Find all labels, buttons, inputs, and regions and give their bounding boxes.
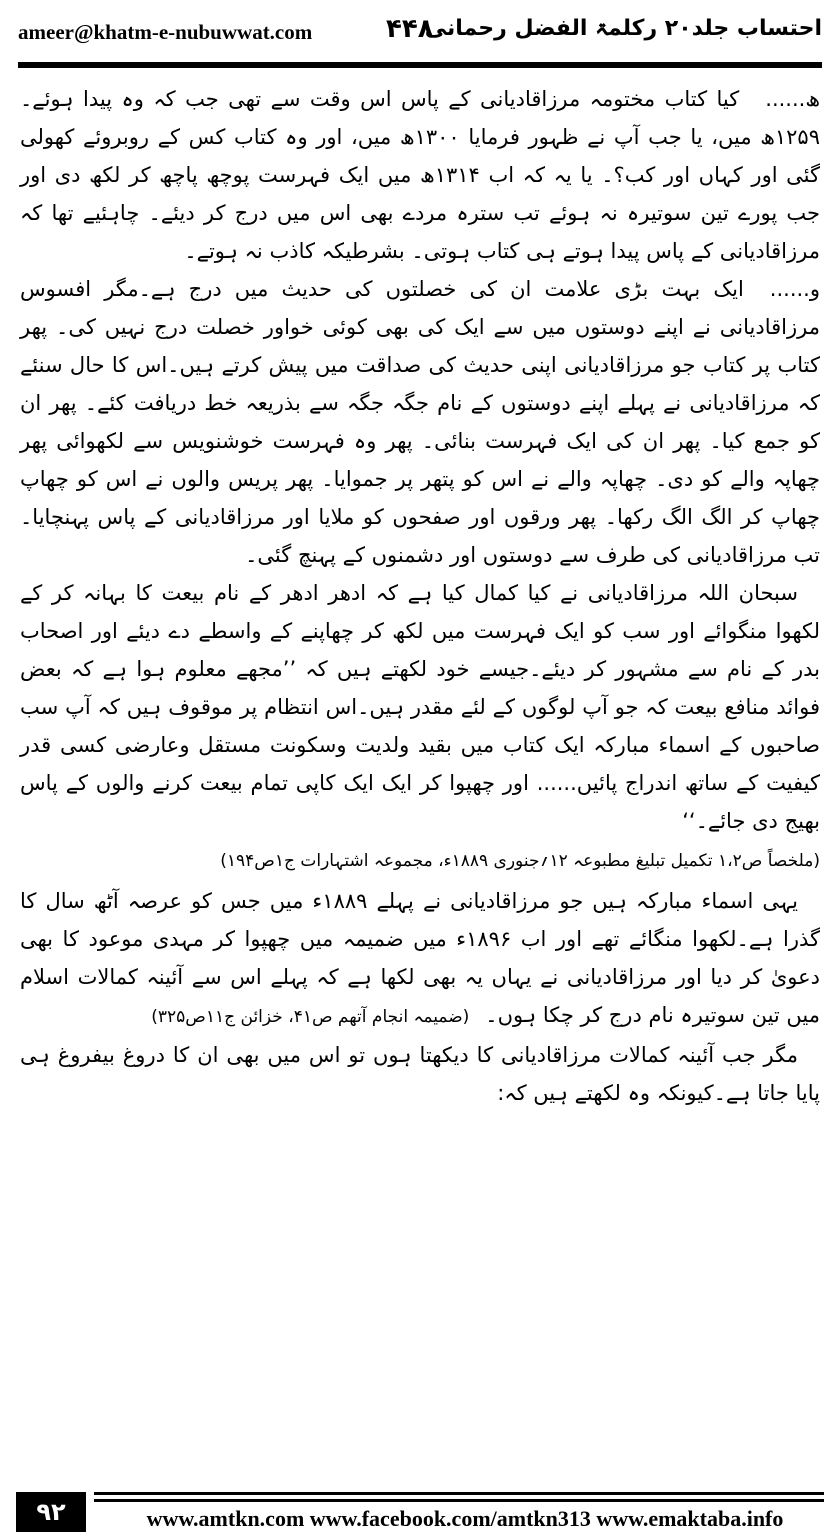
footer-websites: www.amtkn.com www.facebook.com/amtkn313 www.emaktaba.info (146, 1506, 784, 1531)
header-rule (18, 62, 822, 68)
paragraph-3: سبحان اللہ مرزاقادیانی نے کیا کمال کیا ہے کہ ادھر ادھر کے نام بیعت کا بہانہ کر کے لکھوا منگوائے اور سب کو ایک فہرست میں لکھ کر چھاپنے کے واسطے دے دیئے اور اصحاب بدر کے نام سے مشہور کر دیئے۔جیسے خود لکھتے ہیں کہ ’’مجھے معلوم ہوا ہے کہ بعض فوائد منافع بیعت کہ جو آپ لوگوں کے لئے مقدر ہیں۔اس انتظام پر موقوف ہیں کہ آپ سب صاحبوں کے اسماء مبارکہ ایک کتاب میں بقید ولدیت وسکونت مستقل وعارضی کسی قدر کیفیت کے ساتھ اندراج پائیں...... اور چھپوا کر ایک ایک کاپی تمام بیعت کرنے والوں کے پاس بھیج دی جائے۔‘‘ (20, 581, 820, 833)
paragraph-4 (20, 882, 820, 1036)
header-book-title: احتساب جلد۲۰ رکلمۃ الفضل رحمانی (424, 16, 822, 41)
page-header (18, 14, 822, 54)
footer-rule (94, 1499, 824, 1502)
page-body (20, 80, 820, 1112)
citation-2: (ضمیمہ انجام آتھم ص۴۱، خزائن ج۱۱ص۳۲۵) (151, 1007, 470, 1027)
paragraph-text: یہی اسماء مبارکہ ہیں جو مرزاقادیانی نے پہلے ۱۸۸۹ء میں جس کو عرصہ آٹھ سال کا گذرا ہے۔لکھوا منگائے تھے اور اب ۱۸۹۶ء میں ضمیمہ میں چھپوا کر مہدی موعود کا بھی دعویٰ کر دیا اور مرزاقادیانی نے یہاں یہ بھی لکھا ہے کہ پہلے اس سے آئینہ کمالات اسلام میں تین سوتیرہ نام درج کر چکا ہوں۔ (20, 889, 820, 1027)
footer-rule (94, 1492, 824, 1495)
footer-page-box: ۹۲ (16, 1492, 86, 1532)
paragraph-marker: ھ...... (765, 87, 820, 111)
page-footer (16, 1492, 824, 1532)
paragraph-marker: و...... (769, 277, 820, 301)
citation-1: (ملخصاً ص۱،۲ تکمیل تبلیغ مطبوعہ ۱۲؍جنوری ۱۸۸۹ء، مجموعہ اشتہارات ج۱ص۱۹۴) (220, 851, 820, 871)
paragraph-1 (20, 80, 820, 270)
paragraph-5: مگر جب آئینہ کمالات مرزاقادیانی کا دیکھتا ہوں تو اس میں بھی ان کا دروغ بیفروغ ہی پایا جاتا ہے۔کیونکہ وہ لکھتے ہیں کہ: (20, 1043, 820, 1105)
paragraph-text: ایک بہت بڑی علامت ان کی خصلتوں کی حدیث میں درج ہے۔مگر افسوس مرزاقادیانی نے اپنے دوستوں میں سے ایک کی بھی کوئی خواور خصلت درج نہیں کی۔ پھر کتاب پر کتاب جو مرزاقادیانی اپنی حدیث کی صداقت میں پیش کرتے ہیں۔اس کا حال سنئے کہ مرزاقادیانی نے پہلے اپنے دوستوں کے نام جگہ جگہ سے بذریعہ خط دریافت کئے۔ پھر ان کو جمع کیا۔ پھر ان کی ایک فہرست بنائی۔ پھر وہ فہرست خوشنویس سے لکھوائی پھر چھاپہ والے کو دی۔ چھاپہ والے نے اس کو پتھر پر جموایا۔ پھر پریس والوں نے اس کو چھاپ چھاپ کر الگ الگ رکھا۔ پھر ورقوں اور صفحوں کو ملایا اور مرزاقادیانی کے پاس پہنچایا۔ تب مرزاقادیانی کی طرف سے دوستوں اور دشمنوں کے پہنچ گئی۔ (20, 277, 820, 567)
header-email: ameer@khatm-e-nubuwwat.com (18, 20, 313, 44)
header-page-number: ۴۴۸ (386, 14, 434, 44)
paragraph-2 (20, 270, 820, 574)
paragraph-text: کیا کتاب مختومہ مرزاقادیانی کے پاس اس وقت سے تھی جب کہ وہ پیدا ہوئے۔۱۲۵۹ھ میں، یا جب آپ نے ظہور فرمایا ۱۳۰۰ھ میں، اور وہ کتاب کس کے روبروئے کھولی گئی اور کہاں اور کب؟۔ یا یہ کہ اب ۱۳۱۴ھ میں ایک فہرست پوچھ پاچھ کر لکھ دی اور جب پورے تین سوتیرہ نہ ہوئے تب سترہ مردے بھی اس میں درج کر دیئے۔ چاہئیے تھا کہ مرزاقادیانی کے پاس پیدا ہوتے ہی کتاب ہوتی۔ بشرطیکہ کاذب نہ ہوتے۔ (20, 87, 821, 263)
